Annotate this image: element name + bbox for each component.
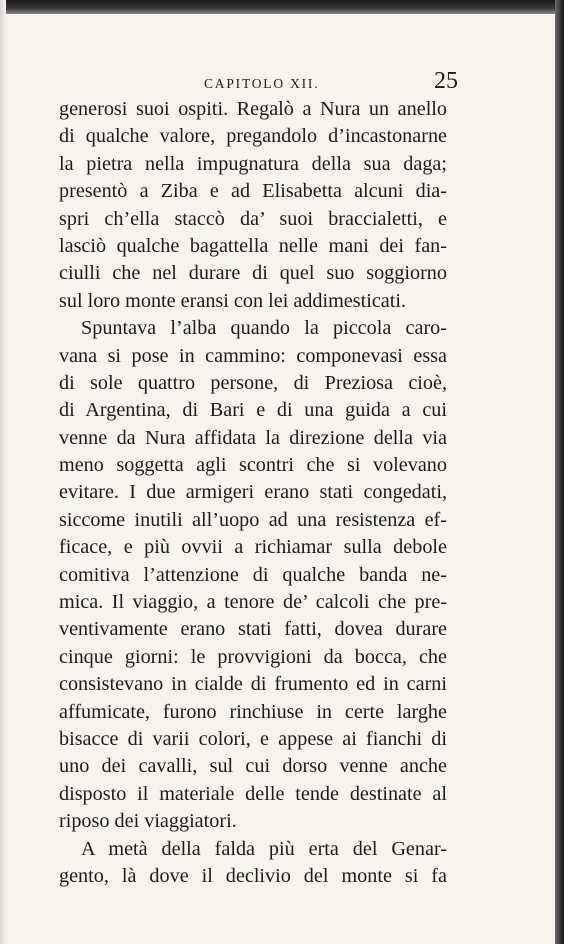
text-line: affumicate, furono rinchiuse in certe larghe (59, 700, 447, 723)
text-line: generosi suoi ospiti. Regalò a Nura un anello (59, 98, 447, 120)
text-line: gento, là dove il declivio del monte si fa (59, 864, 447, 887)
text-line: spri ch’ella staccò da’ suoi braccialetti, e (59, 207, 447, 230)
text-line: siccome inutili all’uopo ad una resistenza ef- (59, 508, 447, 531)
text-line: venne da Nura affidata la direzione della via (59, 426, 447, 449)
text-line: consistevano in cialde di frumento ed in carni (59, 673, 447, 696)
text-line: meno soggetta agli scontri che si volevano (59, 454, 447, 477)
text-line: ciulli che nel durare di quel suo soggiorno (59, 262, 447, 285)
text-line: riposo dei viaggiatori. (59, 810, 237, 833)
scan-border-left (0, 0, 6, 944)
text-line: la pietra nella impugnatura della sua daga; (59, 152, 447, 175)
text-line: uno dei cavalli, sul cui dorso venne anche (59, 755, 447, 778)
page-number: 25 (434, 68, 458, 94)
scan-border-right (555, 0, 564, 944)
text-line: comitiva l’attenzione di qualche banda ne- (59, 563, 447, 586)
text-line: vana si pose in cammino: componevasi essa (59, 344, 447, 367)
text-line: presentò a Ziba e ad Elisabetta alcuni dia- (59, 180, 447, 203)
text-line: mica. Il viaggio, a tenore de’ calcoli che pre- (59, 591, 447, 614)
text-line: evitare. I due armigeri erano stati congedati, (59, 481, 447, 504)
text-line: A metà della falda più erta del Genar- (81, 837, 447, 860)
text-line: di Argentina, di Bari e di una guida a cui (59, 399, 447, 422)
text-line: ventivamente erano stati fatti, dovea durare (59, 618, 447, 641)
text-line: disposto il materiale delle tende destinate al (59, 782, 447, 805)
text-line: Spuntava l’alba quando la piccola caro- (81, 317, 447, 340)
text-line: lasciò qualche bagattella nelle mani dei fan- (59, 234, 447, 257)
body-text (59, 96, 447, 890)
text-line: cinque giorni: le provvigioni da bocca, che (59, 645, 447, 668)
text-line: di qualche valore, pregandolo d’incastonarne (59, 125, 447, 148)
running-head: CAPITOLO XII. (204, 76, 320, 91)
text-line: sul loro monte eransi con lei addimesticati. (59, 289, 407, 312)
text-line: bisacce di varii colori, e appese ai fianchi di (59, 727, 447, 750)
scan-border-top (0, 0, 564, 14)
text-line: di sole quattro persone, di Preziosa cioè, (59, 371, 447, 394)
text-line: ficace, e più ovvii a richiamar sulla debole (59, 536, 447, 559)
